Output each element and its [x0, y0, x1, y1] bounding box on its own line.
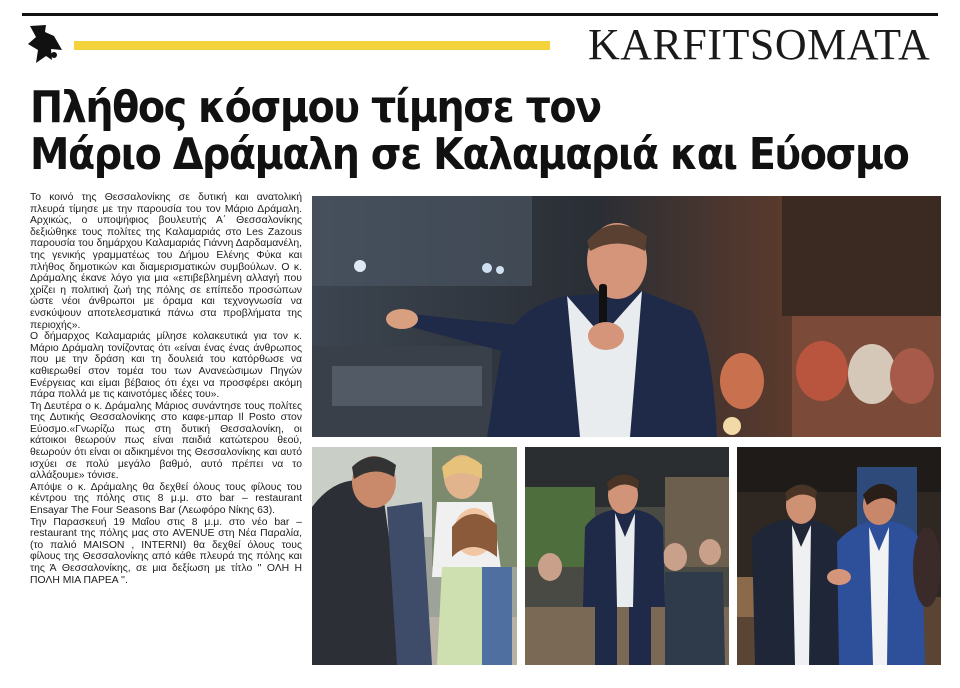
accent-bar	[74, 41, 550, 50]
photo-speaker	[312, 196, 941, 437]
paragraph-1: Το κοινό της Θεσσαλονίκης σε δυτική και ανατολική πλευρά τίμησε με την παρουσία του τον Μάριο Δράμαλη. Αρχικώς, ο υποψήφιος βουλευτής Α΄ Θεσσαλονίκης δεξιώθηκε τους πολίτες της Καλαμαριάς στο Les Zazous παρουσία του δημάρχου Καλαμαριάς Γιάννη Δαρδαμανέλη, της γενικής γραμματέως του Δήμου Ελένης Φύκα και πλήθος δημοτικών και διαμερισματικών συμβούλων. Ο κ. Δράμαλης έκανε λόγο για μια «επιβεβλημένη αλλαγή που χρίζει η πολιτική ζωή της πόλης σε επίπεδο προσώπων ώστε νέοι άνθρωποι με όραμα και τεχνογνωσία να ενσκύψουν αποτελεσματικά πάνω στα προβλήματα της περιοχής».	[30, 192, 302, 331]
headline	[30, 82, 909, 180]
article-body	[30, 192, 302, 672]
top-rule	[22, 13, 938, 16]
pushpin-logo-icon	[24, 22, 64, 66]
paragraph-2: Ο δήμαρχος Καλαμαριάς μίλησε κολακευτικά για τον κ. Μάριο Δράμαλη τονίζοντας ότι «είναι ένας ένας άνθρωπος που με την δράση και τη δουλειά του κατόρθωσε να καθιερωθεί στον τομέα του των Ανανεώσιμων Πηγών Ενέργειας και είμαι βέβαιος ότι έχει να προσφέρει ακόμη πάρα πολλά με τις καινοτόμες ιδέες του».	[30, 331, 302, 401]
photo-cafe-greeting	[525, 447, 729, 665]
headline-line-1: Πλήθος κόσμου τίμησε τον	[30, 82, 601, 133]
photo-greeting-family	[312, 447, 517, 665]
headline-line-2: Μάριο Δράμαλη σε Καλαμαριά και Εύοσμο	[30, 129, 909, 180]
section-title: KARFITSOMATA	[588, 20, 931, 69]
photo-handshake	[737, 447, 941, 665]
paragraph-4: Απόψε ο κ. Δράμαλης θα δεχθεί όλους τους φίλους του κέντρου της πόλης στις 8 μ.μ. στο bar – restaurant Ensayar The Four Seasons Bar (Λεωφόρο Νίκης 63).	[30, 481, 302, 517]
paragraph-5: Την Παρασκευή 19 Μαΐου στις 8 μ.μ. στο νέο bar – restaurant της πόλης μας στο AVENUE στη Νέα Παραλία, (το παλιό MAISON , INTERNI) θα δεχθεί όλους τους φίλους της Θεσσαλονίκης από κάθε πλευρά της πόλης και της Ά Θεσσαλονίκης, σε μια δεξίωση με τίτλο '' ΟΛΗ Η ΠΟΛΗ ΜΙΑ ΠΑΡΕΑ ''.	[30, 516, 302, 586]
paragraph-3: Τη Δευτέρα ο κ. Δράμαλης Μάριος συνάντησε τους πολίτες της Δυτικής Θεσσαλονίκης στο καφε-μπαρ Il Posto στον Εύοσμο.«Γνωρίζω πως στη δυτική Θεσσαλονίκη, οι κάτοικοι θεωρούν πως είναι παιδιά κατώτερου θεού, θεωρούν ότι είναι οι αδικημένοι της Θεσσαλονίκης και αυτό ισχύει σε πολύ μεγάλο βαθμό, αυτό πρέπει να το αλλάξουμε» τόνισε.	[30, 400, 302, 482]
